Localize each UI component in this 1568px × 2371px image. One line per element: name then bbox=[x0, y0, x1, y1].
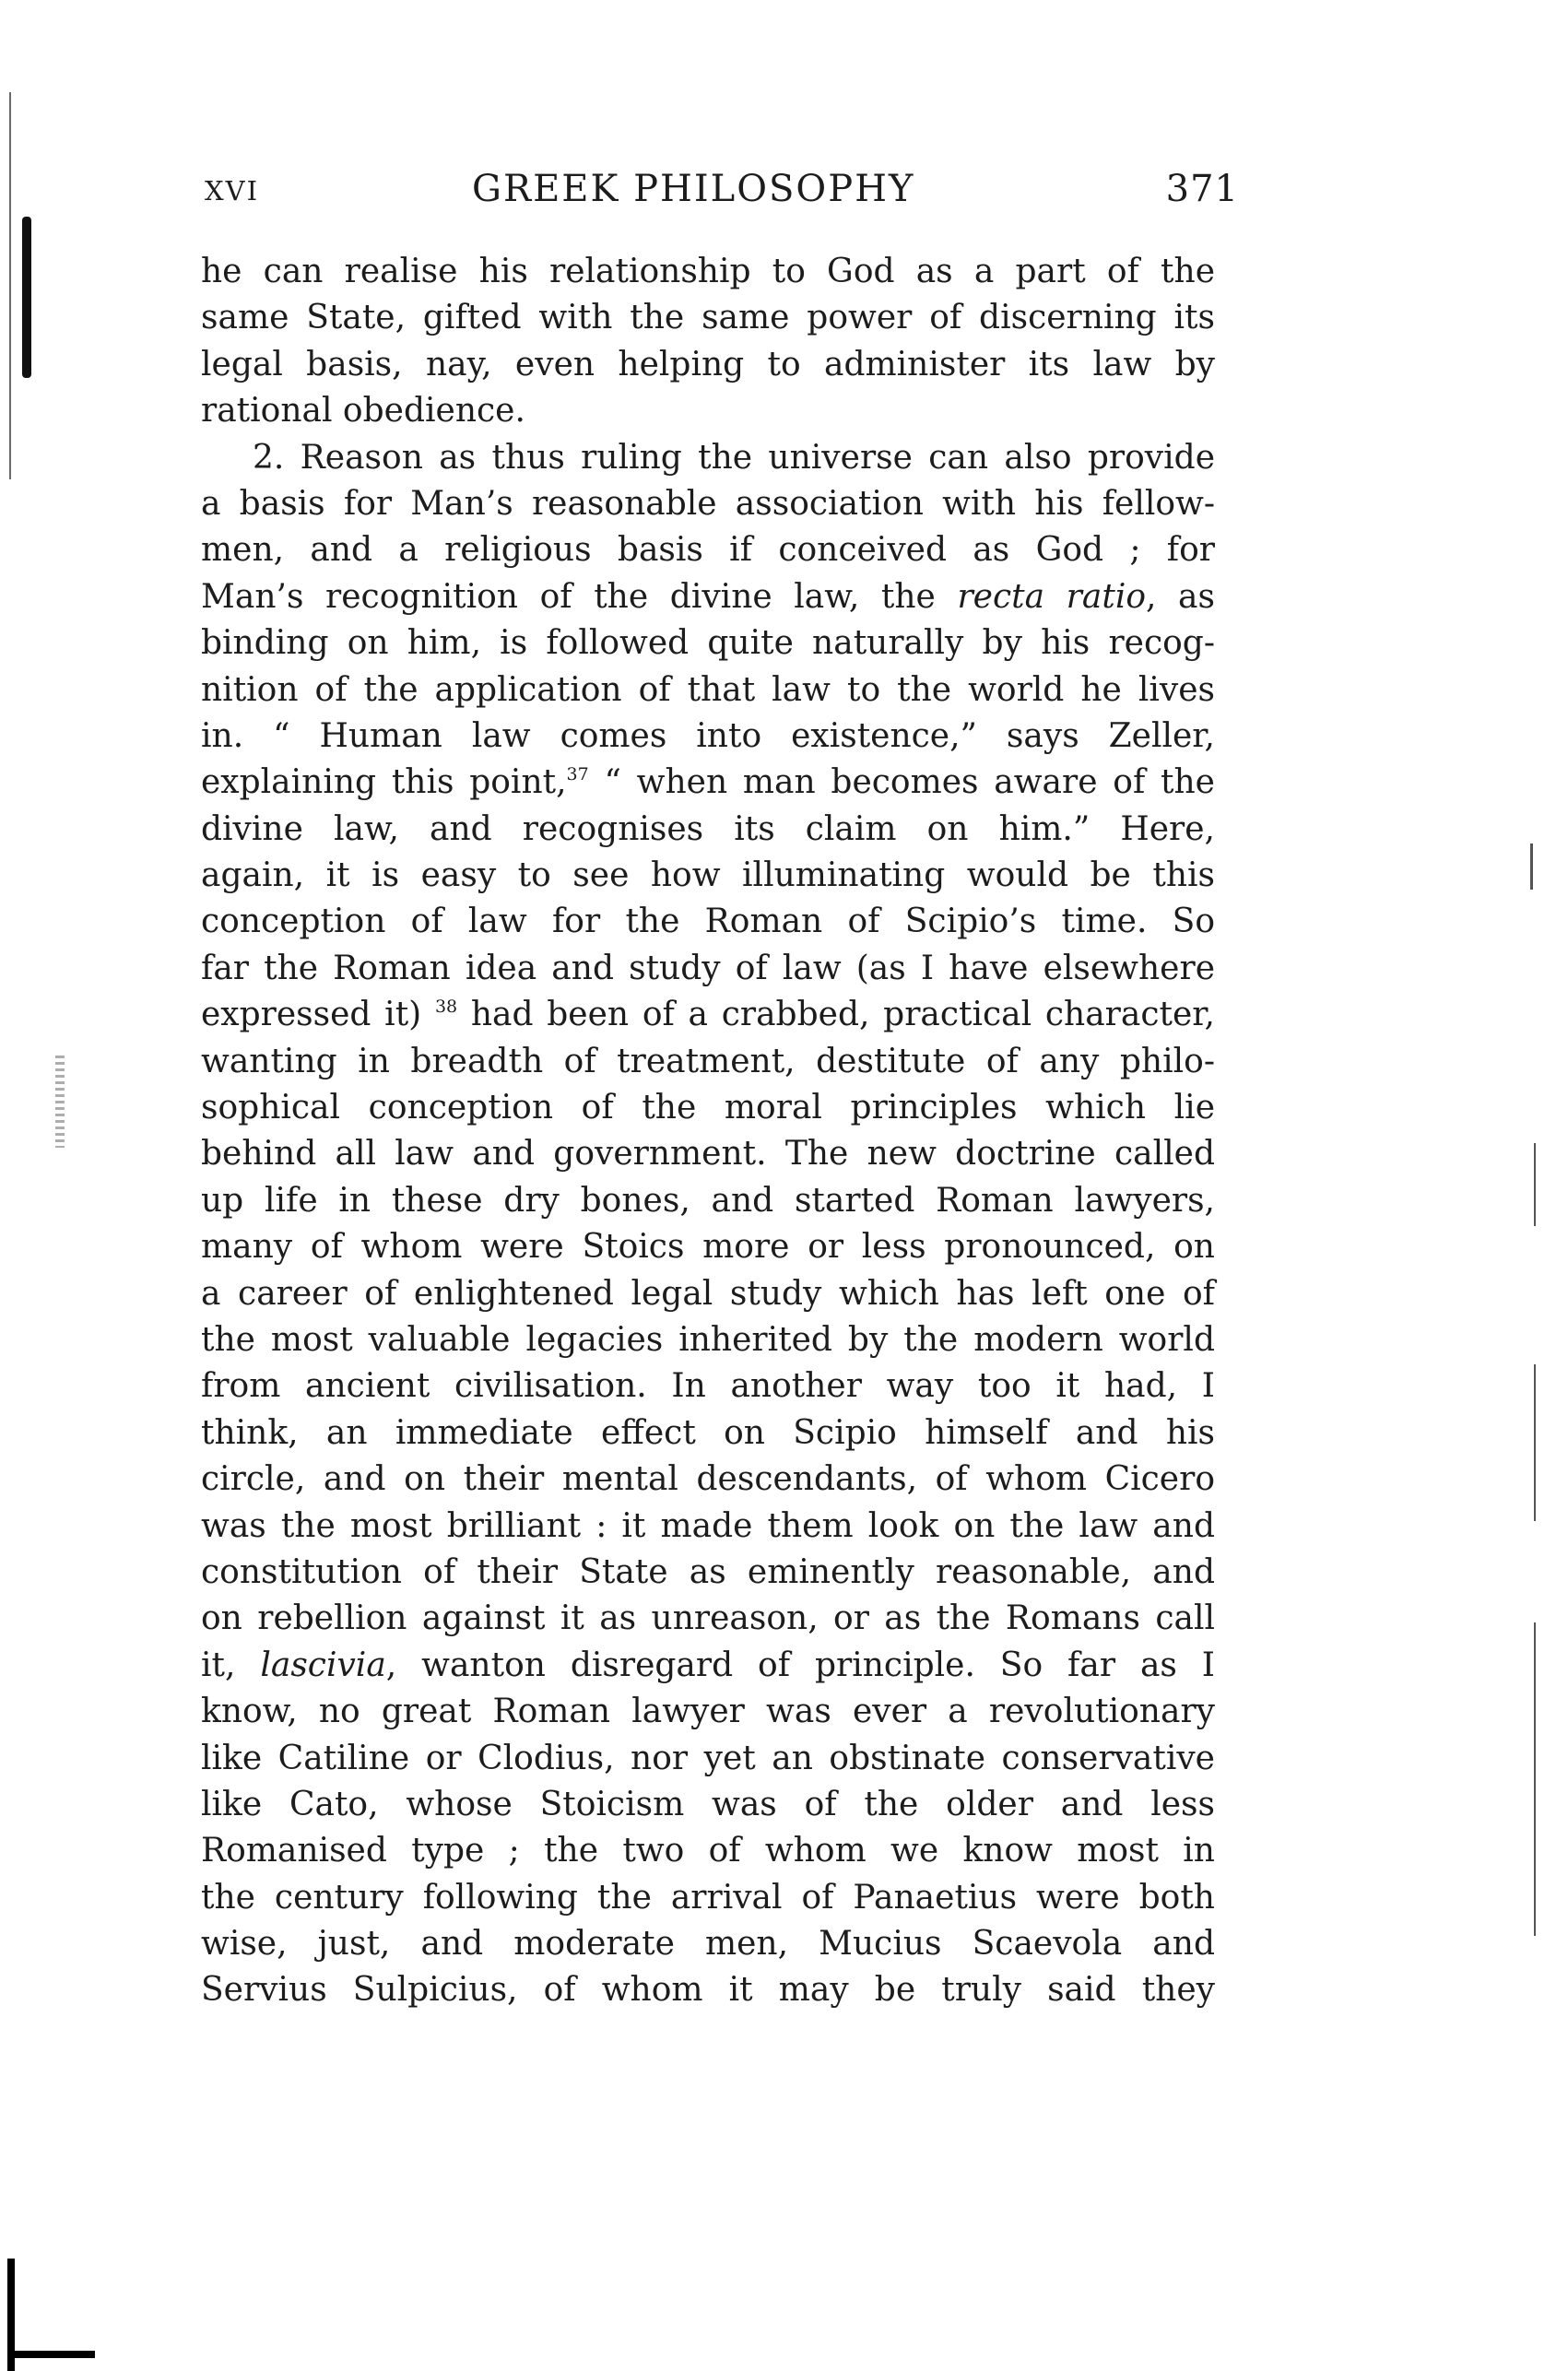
text-segment: Man’s recognition of the divine law, the bbox=[201, 577, 958, 616]
binding-shadow-mark bbox=[22, 217, 31, 378]
text-line: circle, and on their mental descendants, of whom Cicero bbox=[201, 1460, 1215, 1499]
margin-mark bbox=[1534, 1364, 1536, 1521]
text-segment: “ when man becomes aware of the bbox=[588, 763, 1215, 802]
margin-mark bbox=[1534, 1622, 1536, 1936]
text-line: nition of the application of that law to the world he lives bbox=[201, 670, 1215, 709]
text-line: Romanised type ; the two of whom we know most in bbox=[201, 1832, 1215, 1870]
text-line: again, it is easy to see how illuminating would be this bbox=[201, 856, 1215, 895]
text-line: far the Roman idea and study of law (as I have elsewhere bbox=[201, 949, 1215, 987]
text-line: wise, just, and moderate men, Mucius Scaevola and bbox=[201, 1925, 1215, 1964]
text-segment: had been of a crabbed, practical character, bbox=[457, 996, 1215, 1034]
text-line: know, no great Roman lawyer was ever a revolutionary bbox=[201, 1693, 1215, 1731]
text-line: same State, gifted with the same power of discerning its bbox=[201, 299, 1215, 337]
text-line bbox=[201, 760, 1215, 806]
running-head bbox=[205, 168, 1239, 216]
text-line: divine law, and recognises its claim on him.” Here, bbox=[201, 809, 1215, 848]
text-line: from ancient civilisation. In another way too it had, I bbox=[201, 1367, 1215, 1406]
margin-mark bbox=[1530, 843, 1533, 890]
italic-term: recta ratio bbox=[957, 577, 1146, 616]
text-line bbox=[201, 1643, 1215, 1689]
text-line: like Catiline or Clodius, nor yet an obstinate conservative bbox=[201, 1739, 1215, 1777]
text-line: the most valuable legacies inherited by the modern world bbox=[201, 1320, 1215, 1359]
scan-speckle bbox=[55, 1056, 65, 1148]
page-number: 371 bbox=[1165, 168, 1239, 210]
text-segment: it, bbox=[201, 1646, 261, 1684]
footnote-ref: 37 bbox=[566, 764, 589, 785]
italic-term: lascivia bbox=[260, 1646, 386, 1684]
chapter-number: XVI bbox=[205, 175, 260, 206]
text-line: men, and a religious basis if conceived as God ; for bbox=[201, 531, 1215, 570]
margin-mark bbox=[1534, 1143, 1536, 1226]
text-line: on rebellion against it as unreason, or as the Romans call bbox=[201, 1599, 1215, 1638]
text-line: rational obedience. bbox=[201, 392, 525, 431]
text-line: he can realise his relationship to God as a part of the bbox=[201, 253, 1215, 290]
text-segment: expressed it) bbox=[201, 996, 435, 1034]
text-segment: , as bbox=[1146, 577, 1215, 616]
text-line: in. “ Human law comes into existence,” says Zeller, bbox=[201, 716, 1215, 755]
text-line: binding on him, is followed quite naturally by his recog- bbox=[201, 624, 1215, 663]
text-line: 2. Reason as thus ruling the universe can also provide bbox=[253, 438, 1215, 477]
text-line: was the most brilliant : it made them look on the law and bbox=[201, 1506, 1215, 1545]
text-line: Servius Sulpicius, of whom it may be truly said they bbox=[201, 1971, 1215, 2010]
text-line: legal basis, nay, even helping to administer its law by bbox=[201, 345, 1215, 383]
text-segment: explaining this point, bbox=[201, 763, 567, 802]
text-line: a basis for Man’s reasonable association with his fellow- bbox=[201, 484, 1215, 523]
text-line bbox=[201, 574, 1215, 620]
text-line: up life in these dry bones, and started Roman lawyers, bbox=[201, 1181, 1215, 1220]
scan-corner-mark-horizontal bbox=[7, 2351, 95, 2358]
text-line: a career of enlightened legal study which has left one of bbox=[201, 1274, 1215, 1313]
text-line: conception of law for the Roman of Scipio’s time. So bbox=[201, 902, 1215, 941]
text-line: sophical conception of the moral principles which lie bbox=[201, 1089, 1215, 1127]
text-line: think, an immediate effect on Scipio himself and his bbox=[201, 1413, 1215, 1452]
text-line: behind all law and government. The new doctrine called bbox=[201, 1135, 1215, 1174]
text-line: wanting in breadth of treatment, destitute of any philo- bbox=[201, 1042, 1215, 1080]
scan-edge-line bbox=[9, 92, 11, 479]
text-segment: , wanton disregard of principle. So far as I bbox=[385, 1646, 1216, 1684]
text-line bbox=[201, 992, 1215, 1038]
page-title: GREEK PHILOSOPHY bbox=[472, 168, 915, 210]
footnote-ref: 38 bbox=[434, 997, 458, 1018]
text-line: like Cato, whose Stoicism was of the older and less bbox=[201, 1785, 1215, 1823]
body-text bbox=[201, 249, 1215, 2014]
text-line: constitution of their State as eminently reasonable, and bbox=[201, 1552, 1215, 1591]
text-line: many of whom were Stoics more or less pronounced, on bbox=[201, 1228, 1215, 1267]
text-line: the century following the arrival of Panaetius were both bbox=[201, 1878, 1215, 1917]
